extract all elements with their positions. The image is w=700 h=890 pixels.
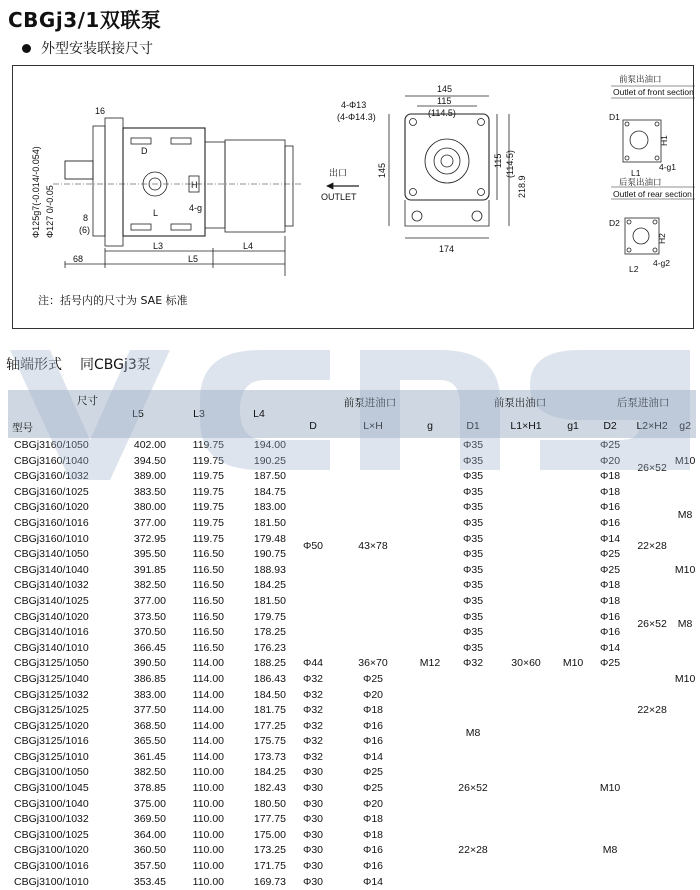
cell-l4: 177.75	[253, 813, 286, 826]
cell-l5: 365.50	[106, 734, 170, 750]
dim-phi125: Φ125g7(-0.014/-0.054)	[31, 146, 41, 238]
cell-d: Φ50	[302, 540, 324, 553]
cell-g2: M8	[602, 844, 618, 857]
cell-l3: 116.50	[170, 610, 228, 626]
cell-l4: 187.50	[253, 470, 286, 483]
cell-model: CBGj3100/1020	[14, 844, 89, 857]
header-g1: g1	[556, 414, 590, 438]
cell-lxh: 36×70	[358, 657, 388, 670]
cell-d1: Φ30	[302, 813, 324, 826]
cell-l4: 184.25	[228, 578, 290, 594]
cell-d2: Φ18	[362, 813, 384, 826]
cell-l4: 178.25	[253, 626, 286, 639]
cell-l5: 402.00	[133, 439, 166, 451]
dim-1145-right: (114.5)	[505, 150, 515, 178]
cell-l4: 188.25	[253, 657, 286, 670]
cell-d2: Φ25	[336, 672, 410, 688]
cell-l5: 380.00	[133, 501, 166, 514]
table-row	[8, 438, 696, 454]
dim-8: 8	[83, 213, 89, 223]
cell-d2: Φ25	[336, 765, 410, 781]
cell-l4: 194.00	[253, 439, 286, 451]
cell-model: CBGj3140/1050	[8, 547, 106, 563]
rear-outlet-en: Outlet of rear section	[613, 189, 692, 199]
cell-l4: 181.50	[228, 516, 290, 532]
cell-model: CBGj3160/1010	[14, 532, 89, 545]
header-lxh: L×H	[336, 414, 410, 438]
cell-l3: 119.75	[170, 454, 228, 470]
header-d1: D1	[450, 414, 496, 438]
cell-l3: 116.50	[192, 563, 224, 576]
spec-table-container	[8, 390, 696, 890]
table-row	[8, 656, 696, 672]
cell-d1: Φ30	[302, 844, 324, 857]
cell-l3: 114.00	[170, 672, 228, 688]
cell-l2h2: 26×52	[637, 618, 667, 631]
cell-d1: Φ35	[463, 439, 484, 451]
cell-d1: Φ30	[290, 859, 336, 875]
cell-l3: 114.00	[192, 657, 224, 670]
dim-holes-sae: (4-Φ14.3)	[337, 112, 376, 122]
dim-phi127: Φ127 0/-0.05	[45, 185, 55, 238]
cell-l3: 110.00	[170, 859, 228, 875]
cell-model: CBGj3140/1040	[14, 563, 89, 576]
cell-d1: Φ35	[463, 470, 484, 483]
cell-l4: 175.75	[228, 734, 290, 750]
cell-l3: 110.00	[192, 844, 224, 857]
dim-1145-top: (114.5)	[428, 108, 456, 118]
outlet-details	[611, 86, 695, 254]
bullet-icon	[22, 44, 31, 53]
cell-model: CBGj3100/1045	[14, 782, 89, 795]
cell-d2: Φ16	[336, 734, 410, 750]
cell-l4: 181.50	[253, 594, 286, 607]
cell-l3: 110.00	[192, 782, 224, 795]
cell-model: CBGj3125/1016	[8, 734, 106, 750]
header-l4: L4	[228, 390, 290, 438]
cell-l4: 186.43	[228, 672, 290, 688]
front-outlet-cn: 前泵出油口	[619, 74, 662, 84]
cell-l4: 180.50	[228, 797, 290, 813]
cell-g2: M8	[677, 618, 693, 631]
cell-d2: Φ25	[600, 563, 621, 576]
cell-d1: Φ35	[450, 610, 496, 626]
cell-d2: Φ14	[362, 750, 384, 763]
cell-model: CBGj3160/1020	[14, 501, 89, 514]
cell-model: CBGj3140/1010	[8, 641, 106, 657]
cell-l5: 370.50	[133, 626, 166, 639]
cell-d1: Φ35	[450, 547, 496, 563]
cell-lxh: 43×78	[358, 540, 388, 553]
cell-l4: 175.00	[228, 828, 290, 844]
cell-l5: 366.45	[106, 641, 170, 657]
cell-d2: Φ18	[336, 703, 410, 719]
table-row	[8, 765, 696, 781]
front-outlet-en: Outlet of front section	[613, 87, 694, 97]
cell-l5: 375.00	[106, 797, 170, 813]
cell-d1: Φ35	[463, 501, 484, 514]
dim-l5: L5	[188, 254, 199, 264]
cell-l1h1: 30×60	[511, 657, 541, 670]
cell-model: CBGj3100/1032	[14, 813, 89, 826]
cell-l5: 353.45	[133, 875, 166, 888]
cell-l4: 173.73	[253, 750, 286, 763]
cell-l3: 110.00	[192, 875, 224, 888]
cell-l5: 390.50	[133, 657, 166, 670]
cell-l3: 119.75	[192, 501, 224, 514]
cell-d2: Φ18	[600, 470, 621, 483]
cell-g1: M10	[562, 657, 584, 670]
cell-d1: Φ32	[290, 672, 336, 688]
cell-l2h2: 22×28	[458, 844, 488, 857]
cell-model: CBGj3160/1032	[14, 470, 89, 483]
cell-d1: Φ35	[463, 532, 484, 545]
cell-l4: 190.25	[228, 454, 290, 470]
cell-d1: Φ32	[463, 657, 484, 670]
cell-l4: 176.23	[228, 641, 290, 657]
cell-l4: 179.48	[253, 532, 286, 545]
header-front-inlet: 前泵进油口	[290, 390, 450, 414]
label-l2: L2	[629, 264, 639, 274]
cell-l5: 369.50	[133, 813, 166, 826]
cell-g2: M10	[674, 672, 696, 685]
cell-d1: Φ32	[290, 703, 336, 719]
table-row	[8, 812, 696, 828]
cell-model: CBGj3140/1020	[8, 610, 106, 626]
cell-l4: 183.00	[253, 501, 286, 514]
cell-d2: Φ14	[600, 532, 621, 545]
cell-l3: 114.00	[170, 703, 228, 719]
cell-l5: 361.45	[133, 750, 166, 763]
cell-l4: 190.75	[228, 547, 290, 563]
cell-model: CBGj3100/1040	[8, 797, 106, 813]
cell-d1: Φ35	[463, 594, 484, 607]
cell-model: CBGj3100/1010	[14, 875, 89, 888]
cell-model: CBGj3125/1032	[14, 688, 89, 701]
cell-l3: 119.75	[192, 439, 224, 451]
cell-d2: Φ20	[590, 454, 630, 470]
dim-6: (6)	[79, 225, 90, 235]
cell-l3: 116.50	[192, 594, 224, 607]
dim-16: 16	[95, 106, 106, 116]
cell-d1: Φ32	[302, 719, 324, 732]
cell-l5: 360.50	[133, 844, 166, 857]
cell-l4: 184.50	[253, 688, 286, 701]
cell-l2h2: 26×52	[637, 462, 667, 475]
dim-145-left: 145	[377, 162, 387, 178]
spec-table-body	[8, 438, 696, 890]
dim-holes: 4-Φ13	[341, 100, 367, 110]
cell-d1: Φ35	[463, 626, 484, 639]
header-l1h1: L1×H1	[496, 414, 556, 438]
table-row	[8, 703, 696, 719]
shaft-value: 同CBGj3泵	[80, 357, 151, 373]
cell-l4: 179.75	[228, 610, 290, 626]
outlet-en: OUTLET	[321, 192, 357, 202]
dim-145-top: 145	[437, 84, 453, 94]
cell-l3: 119.75	[192, 470, 224, 483]
cell-d1: Φ35	[450, 641, 496, 657]
header-l5: L5	[106, 390, 170, 438]
label-h1: H1	[659, 135, 669, 146]
cell-d2: Φ25	[600, 657, 621, 670]
header-model-text: 型号	[12, 422, 33, 434]
cell-model: CBGj3125/1020	[14, 719, 89, 732]
cell-g2: M8	[674, 485, 696, 547]
shaft-type	[6, 354, 169, 374]
cell-d2: Φ20	[336, 797, 410, 813]
cell-d2: Φ16	[362, 844, 384, 857]
dim-2189: 218.9	[517, 175, 527, 198]
dim-l4: L4	[243, 241, 254, 251]
cell-l3: 114.00	[170, 734, 228, 750]
cell-model: CBGj3160/1025	[8, 485, 106, 501]
cell-d1: Φ35	[450, 454, 496, 470]
cell-l5: 386.85	[106, 672, 170, 688]
cell-model: CBGj3125/1010	[14, 750, 89, 763]
dim-174: 174	[439, 244, 455, 254]
cell-d2: Φ18	[590, 578, 630, 594]
cell-model: CBGj3160/1016	[8, 516, 106, 532]
cell-model: CBGj3140/1025	[14, 594, 89, 607]
cell-d2: Φ16	[590, 610, 630, 626]
cell-l5: 395.50	[106, 547, 170, 563]
cell-g2: M10	[674, 547, 696, 594]
cell-model: CBGj3160/1040	[8, 454, 106, 470]
dim-l3: L3	[153, 241, 164, 251]
cell-d2: Φ16	[362, 719, 384, 732]
cell-model: CBGj3140/1032	[8, 578, 106, 594]
cell-l5: 383.00	[133, 688, 166, 701]
header-d2: D2	[590, 414, 630, 438]
cell-d1: Φ35	[450, 485, 496, 501]
cell-l2h2: 22×28	[637, 704, 667, 717]
cell-l5: 357.50	[106, 859, 170, 875]
cell-l2h2: 22×28	[637, 540, 667, 553]
cell-l4: 171.75	[228, 859, 290, 875]
label-d1: D1	[609, 112, 620, 122]
technical-drawing	[12, 65, 694, 329]
cell-model: CBGj3125/1025	[8, 703, 106, 719]
cell-l3: 114.00	[192, 688, 224, 701]
cell-l3: 114.00	[192, 750, 224, 763]
cell-model: CBGj3125/1050	[14, 657, 89, 670]
sae-note: 注：括号内的尺寸为 SAE 标准	[38, 294, 188, 307]
table-row	[8, 688, 696, 704]
table-row	[8, 719, 696, 735]
cell-l5: 382.50	[106, 578, 170, 594]
cell-d2: Φ25	[590, 547, 630, 563]
header-g: g	[410, 414, 450, 438]
cell-d1: Φ30	[302, 782, 324, 795]
cell-d1: Φ32	[302, 750, 324, 763]
cell-l3: 110.00	[170, 828, 228, 844]
page-title: CBGj3/1双联泵	[8, 8, 162, 32]
cell-l3: 110.00	[170, 765, 228, 781]
cell-model: CBGj3160/1050	[14, 439, 89, 451]
cell-l5: 389.00	[133, 470, 166, 483]
cell-d1: Φ32	[302, 688, 324, 701]
cell-l3: 116.50	[192, 626, 224, 639]
cell-model: CBGj3125/1040	[8, 672, 106, 688]
cell-l5: 372.95	[133, 532, 166, 545]
cell-l4: 177.25	[253, 719, 286, 732]
cell-d2: Φ14	[590, 641, 630, 657]
rear-outlet-cn: 后泵出油口	[619, 177, 662, 187]
cell-l5: 391.85	[133, 563, 166, 576]
cell-d1: Φ30	[290, 828, 336, 844]
cell-l5: 368.50	[133, 719, 166, 732]
cell-d2: Φ16	[600, 501, 621, 514]
section-subtitle	[22, 38, 153, 58]
cell-l5: 377.00	[133, 594, 166, 607]
cell-l4: 182.43	[253, 782, 286, 795]
cell-l4: 188.93	[253, 563, 286, 576]
header-front-outlet: 前泵出油口	[450, 390, 590, 414]
table-row	[8, 672, 696, 688]
cell-l3: 119.75	[170, 485, 228, 501]
table-row	[8, 734, 696, 750]
outlet-cn: 出口	[329, 168, 348, 178]
cell-l4: 169.73	[253, 875, 286, 888]
header-size: 尺寸	[77, 395, 98, 407]
cell-l5: 382.50	[106, 765, 170, 781]
cell-d2: Φ16	[590, 516, 630, 532]
cell-d1: Φ35	[450, 578, 496, 594]
label-4g1: 4-g1	[659, 162, 677, 172]
header-g2: g2	[674, 414, 696, 438]
cell-l3: 116.50	[170, 578, 228, 594]
cell-d1: Φ30	[302, 875, 324, 888]
label-l1: L1	[631, 168, 641, 178]
cell-l4: 181.75	[228, 703, 290, 719]
cell-d2: Φ18	[590, 485, 630, 501]
cell-model: CBGj3100/1050	[8, 765, 106, 781]
header-l2h2: L2×H2	[630, 414, 674, 438]
label-l: L	[153, 208, 159, 218]
cell-model: CBGj3100/1016	[8, 859, 106, 875]
label-d: D	[141, 146, 148, 156]
cell-d2: Φ18	[600, 594, 621, 607]
cell-l5: 383.50	[106, 485, 170, 501]
cell-d1: Φ32	[290, 734, 336, 750]
cell-l5: 377.00	[106, 516, 170, 532]
cell-l5: 377.50	[106, 703, 170, 719]
cell-l3: 119.75	[170, 516, 228, 532]
table-row	[8, 750, 696, 766]
cell-l2h2: 26×52	[450, 765, 496, 812]
shaft-label: 轴端形式	[6, 357, 62, 373]
cell-g: M12	[419, 657, 441, 670]
cell-l5: 378.85	[133, 782, 166, 795]
label-h2: H2	[657, 233, 667, 244]
cell-l3: 119.75	[192, 532, 224, 545]
cell-d2: Φ16	[600, 626, 621, 639]
dim-68: 68	[73, 254, 84, 264]
cell-l5: 394.50	[106, 454, 170, 470]
cell-g2: M10	[590, 765, 630, 812]
cell-g2: M10	[674, 454, 696, 467]
header-rear-inlet: 后泵进油口	[590, 390, 696, 414]
cell-model: CBGj3100/1025	[8, 828, 106, 844]
header-model	[8, 390, 106, 438]
side-view	[53, 118, 303, 276]
cell-d1: Φ35	[450, 516, 496, 532]
cell-g2: M8	[450, 703, 496, 765]
cell-d1: Φ30	[290, 797, 336, 813]
cell-l3: 110.00	[170, 797, 228, 813]
header-l3: L3	[170, 390, 228, 438]
cell-l5: 373.50	[106, 610, 170, 626]
cell-d2: Φ25	[600, 439, 621, 451]
cell-l4: 173.25	[253, 844, 286, 857]
dim-115-top: 115	[437, 96, 452, 106]
cell-l4: 184.75	[228, 485, 290, 501]
cell-d2: Φ16	[336, 859, 410, 875]
cell-l3: 110.00	[192, 813, 224, 826]
cell-l5: 364.00	[106, 828, 170, 844]
label-4g: 4-g	[189, 203, 203, 213]
cell-d2: Φ25	[362, 782, 384, 795]
cell-l3: 114.00	[192, 719, 224, 732]
spec-table	[8, 390, 696, 890]
label-4g2: 4-g2	[653, 258, 671, 268]
cell-l3: 116.50	[170, 547, 228, 563]
cell-d2: Φ20	[362, 688, 384, 701]
cell-l4: 184.25	[228, 765, 290, 781]
cell-l3: 116.50	[170, 641, 228, 657]
cell-d2: Φ14	[362, 875, 384, 888]
subtitle-text: 外型安装联接尺寸	[41, 41, 153, 57]
cell-model: CBGj3140/1016	[14, 626, 89, 639]
label-h: H	[191, 180, 198, 190]
cell-d2: Φ18	[336, 828, 410, 844]
cell-d1: Φ35	[463, 563, 484, 576]
dim-115-right: 115	[493, 153, 503, 168]
label-d2: D2	[609, 218, 620, 228]
header-d: D	[290, 414, 336, 438]
cell-d1: Φ30	[290, 765, 336, 781]
cell-d: Φ44	[302, 657, 324, 670]
